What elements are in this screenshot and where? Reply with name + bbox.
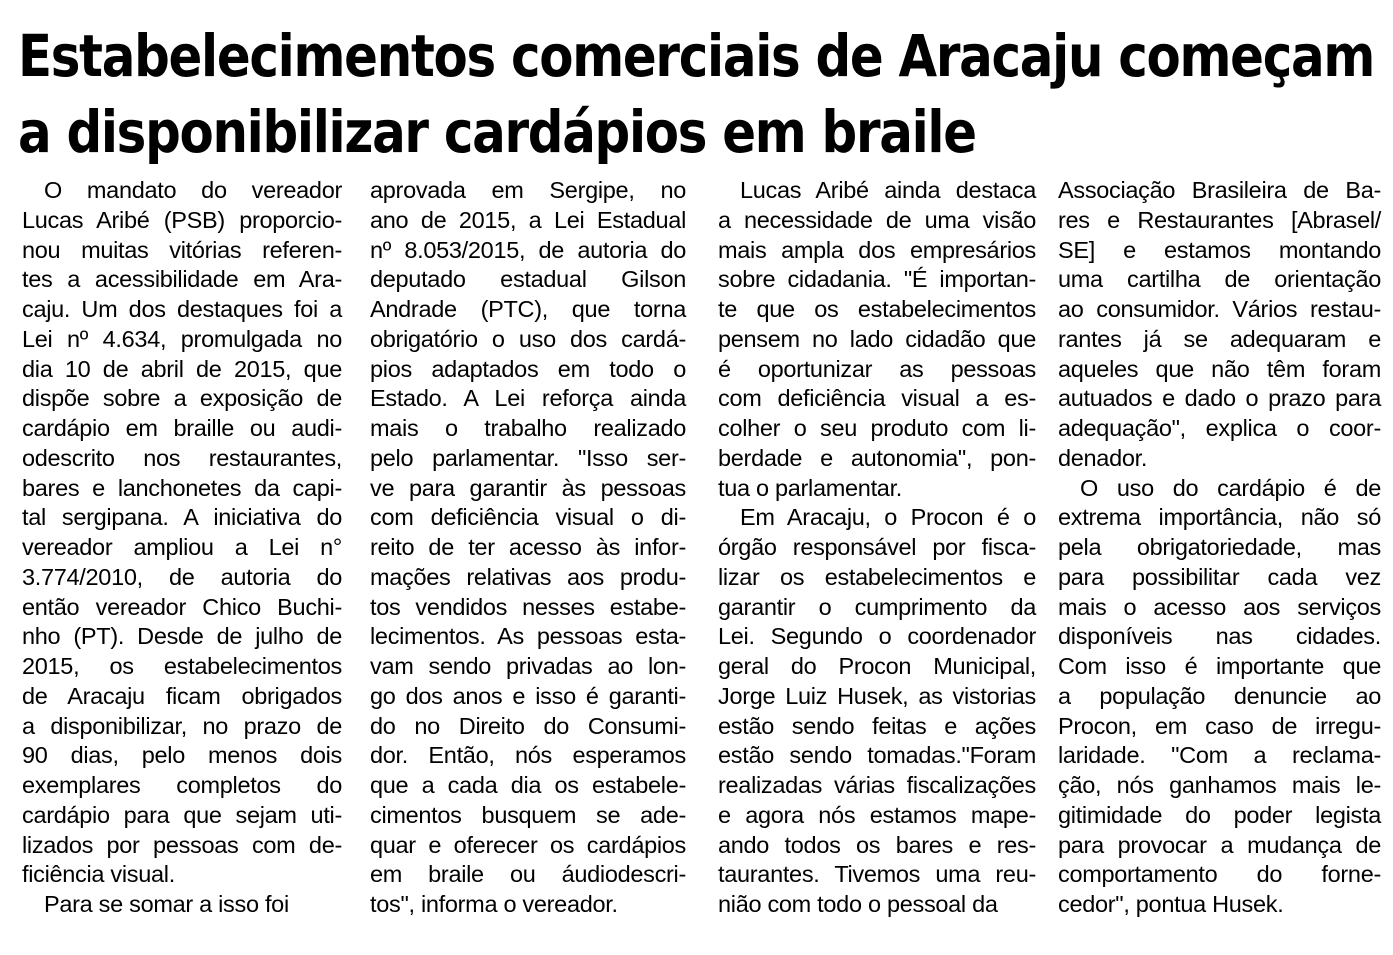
- text-line: para provocar a mudança de: [1058, 831, 1381, 858]
- text-line: e agora nós estamos mape-: [718, 801, 1036, 828]
- article-column-2: [370, 176, 686, 920]
- text-line: para possibilitar cada vez: [1058, 563, 1381, 590]
- text-line: estão sendo tomadas."Foram: [718, 742, 1036, 769]
- text-line: Em Aracaju, o Procon é o: [740, 504, 1036, 531]
- text-line: garantir o cumprimento da: [718, 593, 1036, 620]
- text-line: mações relativas aos produ-: [370, 563, 686, 590]
- text-line: Associação Brasileira de Ba-: [1058, 177, 1381, 203]
- text-line: geral do Procon Municipal,: [718, 653, 1036, 679]
- text-line: lizados por pessoas com de-: [22, 831, 342, 858]
- text-line: ção, nós ganhamos mais le-: [1058, 772, 1381, 798]
- text-line: dor. Então, nós esperamos: [370, 742, 686, 769]
- text-line: vam sendo privadas ao lon-: [370, 653, 686, 679]
- text-line: ando todos os bares e res-: [718, 831, 1036, 858]
- text-line: Jorge Luiz Husek, as vistorias: [718, 682, 1036, 709]
- text-line: disponíveis nas cidades.: [1058, 623, 1381, 650]
- text-line: Procon, em caso de irregu-: [1058, 712, 1381, 739]
- text-line: com deficiência visual o di-: [370, 504, 686, 531]
- text-line: adequação", explica o coor-: [1058, 415, 1381, 441]
- text-line: cimentos busquem se ade-: [370, 801, 686, 828]
- text-line: nião com todo o pessoal da: [718, 891, 998, 917]
- text-line: reito de ter acesso às infor-: [370, 534, 686, 560]
- text-line: vereador ampliou a Lei n°: [22, 534, 342, 560]
- text-line: pela obrigatoriedade, mas: [1058, 534, 1381, 560]
- text-line: O uso do cardápio é de: [1080, 474, 1381, 501]
- text-line: caju. Um dos destaques foi a: [22, 296, 342, 322]
- text-line: deputado estadual Gilson: [370, 266, 686, 293]
- text-line: cedor", pontua Husek.: [1058, 891, 1284, 917]
- text-line: aqueles que não têm foram: [1058, 355, 1381, 382]
- text-line: pios adaptados em todo o: [370, 355, 686, 382]
- text-line: mais o trabalho realizado: [370, 415, 686, 441]
- text-line: pelo parlamentar. "Isso ser-: [370, 444, 686, 471]
- article-column-1: [22, 176, 342, 920]
- text-line: cardápio para que sejam uti-: [22, 801, 342, 828]
- text-line: ficiência visual.: [22, 861, 175, 888]
- article-column-3: [718, 176, 1036, 920]
- text-line: que a cada dia os estabele-: [370, 772, 686, 798]
- text-line: aprovada em Sergipe, no: [370, 177, 686, 203]
- text-line: comportamento do forne-: [1058, 861, 1381, 888]
- text-line: colher o seu produto com li-: [718, 415, 1036, 441]
- text-line: cardápio em braille ou audi-: [22, 415, 342, 441]
- text-line: sobre cidadania. "É importan-: [718, 266, 1036, 293]
- article-column-4: [1058, 176, 1381, 920]
- text-line: realizadas várias fiscalizações: [718, 772, 1036, 798]
- headline-line-1: Estabelecimentos comerciais de Aracaju começam: [18, 22, 1375, 90]
- text-line: dispõe sobre a exposição de: [22, 385, 342, 412]
- text-line: res e Restaurantes [Abrasel/: [1058, 206, 1381, 233]
- text-line: te que os estabelecimentos: [718, 296, 1036, 322]
- text-line: a disponibilizar, no prazo de: [22, 712, 342, 739]
- text-line: mais o acesso aos serviços: [1058, 593, 1381, 620]
- text-line: lizar os estabelecimentos e: [718, 563, 1036, 590]
- text-line: estão sendo feitas e ações: [718, 712, 1036, 739]
- text-line: tua o parlamentar.: [718, 474, 903, 501]
- text-line: 90 dias, pelo menos dois: [22, 742, 342, 769]
- text-line: SE] e estamos montando: [1058, 236, 1381, 263]
- text-line: Lei nº 4.634, promulgada no: [22, 325, 342, 352]
- text-line: Lucas Aribé ainda destaca: [740, 177, 1036, 203]
- text-line: ao consumidor. Vários restau-: [1058, 296, 1381, 322]
- text-line: então vereador Chico Buchi-: [22, 593, 342, 620]
- text-line: Lucas Aribé (PSB) proporcio-: [22, 206, 342, 233]
- text-line: quar e oferecer os cardápios: [370, 831, 686, 858]
- text-line: laridade. "Com a reclama-: [1058, 742, 1381, 769]
- text-line: Andrade (PTC), que torna: [370, 296, 686, 322]
- text-line: gitimidade do poder legista: [1058, 801, 1381, 828]
- text-line: 2015, os estabelecimentos: [22, 653, 342, 679]
- text-line: a população denuncie ao: [1058, 682, 1381, 709]
- text-line: exemplares completos do: [22, 772, 342, 798]
- text-line: uma cartilha de orientação: [1058, 266, 1381, 293]
- text-line: ano de 2015, a Lei Estadual: [370, 206, 686, 233]
- text-line: obrigatório o uso dos cardá-: [370, 325, 686, 352]
- text-line: berdade e autonomia", pon-: [718, 444, 1036, 471]
- text-line: tos vendidos nesses estabe-: [370, 593, 686, 620]
- text-line: órgão responsável por fisca-: [718, 534, 1036, 560]
- text-line: odescrito nos restaurantes,: [22, 444, 342, 471]
- text-line: mais ampla dos empresários: [718, 236, 1036, 263]
- text-line: Para se somar a isso foi: [44, 891, 289, 917]
- text-line: bares e lanchonetes da capi-: [22, 474, 342, 501]
- text-line: autuados e dado o prazo para: [1058, 385, 1381, 412]
- text-line: com deficiência visual a es-: [718, 385, 1036, 412]
- text-line: 3.774/2010, de autoria do: [22, 563, 342, 590]
- text-line: nho (PT). Desde de julho de: [22, 623, 342, 650]
- text-line: a necessidade de uma visão: [718, 206, 1036, 233]
- text-line: do no Direito do Consumi-: [370, 712, 686, 739]
- text-line: tes a acessibilidade em Ara-: [22, 266, 342, 293]
- text-line: extrema importância, não só: [1058, 504, 1381, 531]
- headline-line-2: a disponibilizar cardápios em braile: [18, 98, 976, 166]
- text-line: dia 10 de abril de 2015, que: [22, 355, 342, 382]
- text-line: ve para garantir às pessoas: [370, 474, 686, 501]
- text-line: nº 8.053/2015, de autoria do: [370, 236, 686, 263]
- text-line: lecimentos. As pessoas esta-: [370, 623, 686, 650]
- text-line: tal sergipana. A iniciativa do: [22, 504, 342, 531]
- text-line: O mandato do vereador: [44, 177, 342, 203]
- text-line: é oportunizar as pessoas: [718, 355, 1036, 382]
- text-line: nou muitas vitórias referen-: [22, 236, 342, 263]
- text-line: Lei. Segundo o coordenador: [718, 623, 1036, 650]
- text-line: pensem no lado cidadão que: [718, 325, 1036, 352]
- headline: [18, 18, 1375, 170]
- text-line: tos", informa o vereador.: [370, 891, 618, 917]
- text-line: em braile ou áudiodescri-: [370, 861, 686, 888]
- text-line: denador.: [1058, 444, 1148, 471]
- text-line: taurantes. Tivemos uma reu-: [718, 861, 1036, 888]
- text-line: Estado. A Lei reforça ainda: [370, 385, 686, 412]
- text-line: Com isso é importante que: [1058, 653, 1381, 679]
- text-line: rantes já se adequaram e: [1058, 325, 1381, 352]
- text-line: de Aracaju ficam obrigados: [22, 682, 342, 709]
- text-line: go dos anos e isso é garanti-: [370, 682, 686, 709]
